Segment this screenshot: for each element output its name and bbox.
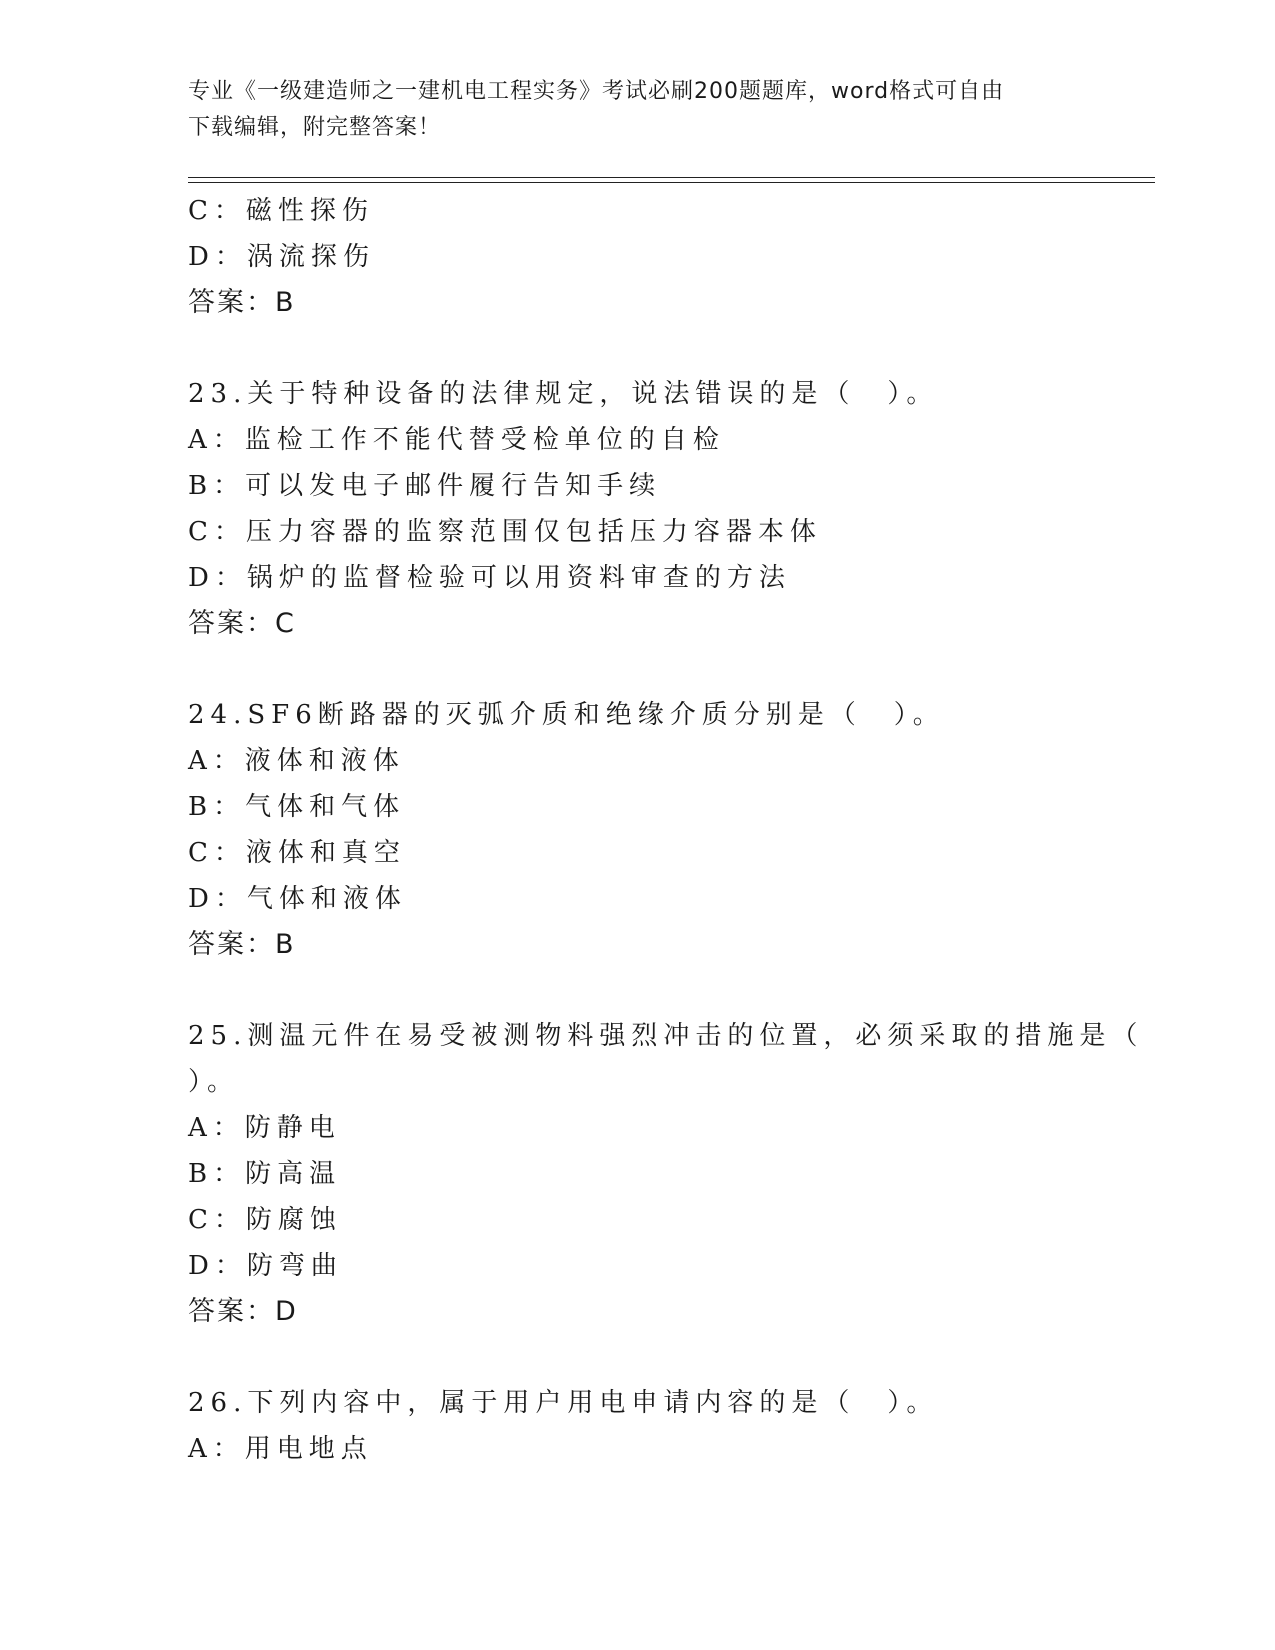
question-22-tail [188,188,1088,326]
option-d: D：涡流探伤 [188,242,375,272]
option-d: D：气体和液体 [188,884,407,914]
option-d: D：防弯曲 [188,1251,343,1281]
header-divider-top [188,177,1155,178]
option-b: B：可以发电子邮件履行告知手续 [188,471,662,501]
option-b: B：气体和气体 [188,792,406,822]
document-header [188,74,1068,146]
question-stem-line-1: 25.测温元件在易受被测物料强烈冲击的位置，必须采取的措施是（ [188,1021,1144,1051]
answer-line: 答案：C [188,608,296,639]
spacer [188,1335,1088,1380]
header-line-1: 专业《一级建造师之一建机电工程实务》考试必刷200题题库，word格式可自由 [188,79,1005,104]
question-stem: 23.关于特种设备的法律规定，说法错误的是（ ）。 [188,379,939,409]
option-c: C：液体和真空 [188,838,406,868]
option-b: B：防高温 [188,1159,342,1189]
answer-line: 答案：D [188,1296,298,1327]
question-23 [188,371,1088,647]
question-stem-line-2: ）。 [188,1067,240,1097]
header-line-2: 下载编辑，附完整答案！ [188,115,442,140]
option-c: C：磁性探伤 [188,196,374,226]
question-stem: 24.SF6断路器的灭弧介质和绝缘介质分别是（ ）。 [188,700,945,730]
question-list [188,188,1144,1472]
answer-line: 答案：B [188,929,296,960]
question-25 [188,1013,1144,1335]
question-stem: 26.下列内容中，属于用户用电申请内容的是（ ）。 [188,1388,939,1418]
option-c: C：压力容器的监察范围仅包括压力容器本体 [188,517,822,547]
option-a: A：液体和液体 [188,746,405,776]
option-a: A：用电地点 [188,1434,373,1464]
spacer [188,968,1088,1013]
question-24 [188,692,1088,968]
spacer [188,647,1088,692]
option-a: A：防静电 [188,1113,341,1143]
answer-line: 答案：B [188,287,296,318]
option-d: D：锅炉的监督检验可以用资料审查的方法 [188,563,791,593]
header-divider-bottom [188,182,1155,183]
spacer [188,326,1088,371]
option-c: C：防腐蚀 [188,1205,342,1235]
question-26 [188,1380,1088,1472]
option-a: A：监检工作不能代替受检单位的自检 [188,425,725,455]
